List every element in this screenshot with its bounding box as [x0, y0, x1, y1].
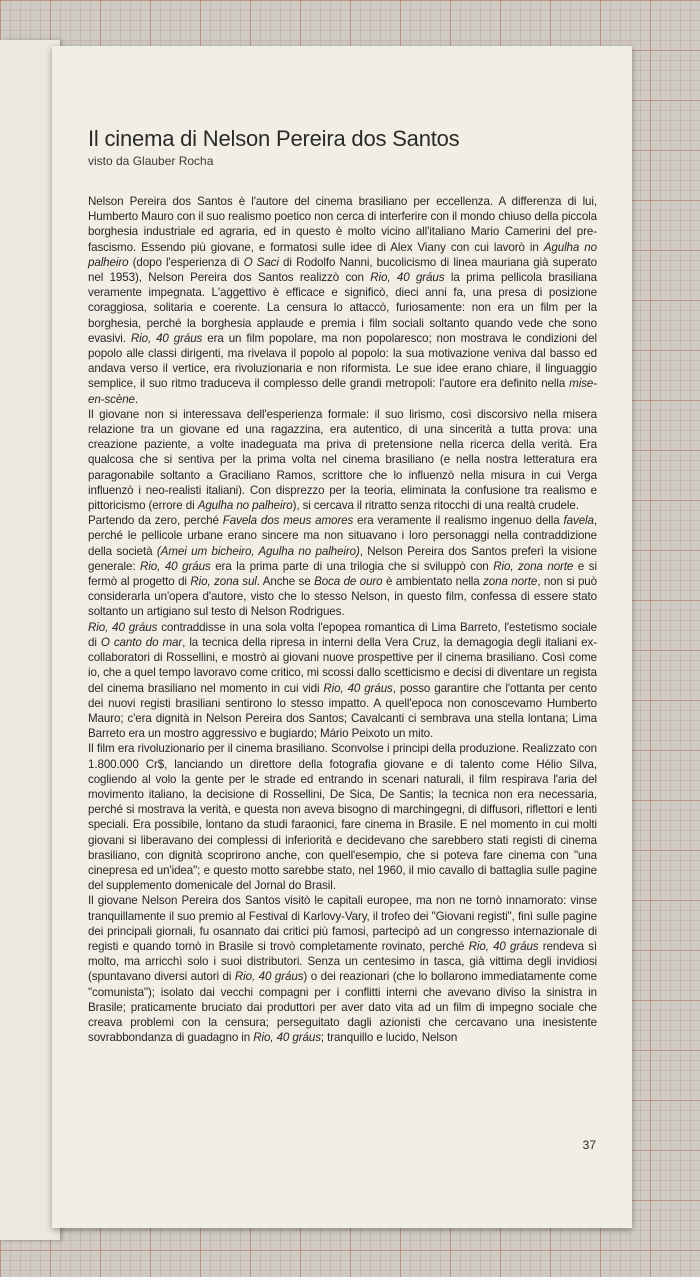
text-run: , non si può considerarla un'opera d'autore, visto che lo stesso Nelson, in questo film, confessa di essere stato soltanto un artigiano sul testo di Nelson Rodrigues.	[88, 575, 597, 619]
italic-title-run: mise-en-scène	[88, 377, 597, 406]
body-paragraph	[88, 741, 597, 893]
italic-title-run: Rio, 40 gráus	[253, 1031, 321, 1045]
body-paragraph	[88, 620, 597, 742]
italic-title-run: Favela dos meus amores	[222, 514, 354, 528]
italic-title-run: favela	[563, 514, 594, 528]
text-run: Il film era rivoluzionario per il cinema brasiliano. Sconvolse i principi della produzione. Realizzato con 1.800.000 Cr$, lanciando un direttore della fotografia giovane e di talento come Hélio Silva, cogliendo al volo la gente per le strade ed entrando in scenari naturali, il film respirava l'aria del movimento italiano, la decisione di Rossellini, De Sica, De Santis; la tecnica non era necessaria, perché si mostrava la verità, e questa non aveva bisogno di marchingegni, di diffusori, riflettori e lenti speciali. Era possibile, lontano da studi faraonici, fare cinema in Brasile. E nel momento in cui molti giovani si liberavano dei complessi di inferiorità e decidevano che sarebbero stati registi di cinema brasiliano, con dignità scoprirono anche, con quell'esempio, che si poteva fare cinema con "una cinepresa ed un'idea"; e questo motto sarebbe stato, nel 1960, il mio cavallo di battaglia sulle pagine del supplemento domenicale del Jornal do Brasil.	[88, 742, 597, 893]
text-run: Il giovane non si interessava dell'esperienza formale: il suo lirismo, così discorsivo nella misera relazione tra un giovane ed una ragazzina, era autentico, di una sincerità a tutta prova: una creazione paziente, a volte inadeguata ma priva di pretensione nella ricerca della verità. Era qualcosa che si sentiva per la prima volta nel cinema brasiliano (e nella nostra letteratura era paragonabile soltanto a Graciliano Ramos, scrittore che lo influenzò nella misura in cui Verga influenzò i neo-realisti italiani). Con disprezzo per la teoria, eliminata la confusione tra realismo e pittoricismo (errore di	[88, 407, 597, 513]
text-run: è ambientato nella	[382, 575, 484, 589]
body-paragraph	[88, 893, 597, 1045]
italic-title-run: Rio, 40 gráus	[468, 939, 539, 953]
text-run: ), si cercava il ritratto senza ritocchi di una realtà crudele.	[292, 499, 579, 513]
text-run: ; tranquillo e lucido, Nelson	[320, 1031, 458, 1045]
text-run: contraddisse in una sola volta l'epopea romantica di Lima Barreto, l'estetismo sociale di	[88, 620, 597, 649]
article-title: Il cinema di Nelson Pereira dos Santos	[88, 126, 460, 151]
page-number: 37	[582, 1138, 596, 1152]
italic-title-run: Rio, zona sul	[190, 575, 257, 589]
italic-title-run: Rio, 40 gráus	[140, 559, 211, 573]
text-run: la prima pellicola brasiliana veramente impegnata. L'aggettivo è efficace e significò, dieci anni fa, una presa di posizione coraggiosa, solitaria e coerente. La censura lo attaccò, furiosamente: non era un film per la borghesia, perché la borghesia applaude e premia i film sociali soltanto quando vede che sono evasivi.	[88, 271, 597, 345]
body-paragraph	[88, 407, 597, 513]
text-run: e si fermò al progetto di	[88, 559, 597, 589]
text-run: era veramente il realismo ingenuo della	[353, 514, 564, 528]
italic-title-run: Agulha no palheiro	[197, 499, 293, 513]
text-run: , perché le pellicole urbane erano sincere ma non situavano i loro personaggi nella contraddizione della società	[88, 514, 598, 558]
italic-title-run: Rio, 40 gráus	[130, 331, 203, 345]
text-run: , Nelson Pereira dos Santos preferì la visione generale:	[88, 544, 598, 573]
italic-title-run: Rio, 40 gráus	[323, 681, 393, 695]
italic-title-run: O canto do mar	[100, 635, 183, 649]
text-run: , la tecnica della ripresa in interni della Vera Cruz, la demagogia degli italiani ex-collaboratori di Rossellini, e mostrò ai giovani nuove prospettive per il cinema brasiliano. Così come io, che a quel tempo lavoravo come critico, mi scossi dallo scetticismo e decisi di diventare un regista del cinema brasiliano nel momento in cui vidi	[88, 635, 597, 695]
article-body	[88, 194, 597, 1045]
text-run: Partendo da zero, perché	[88, 514, 223, 528]
text-run: ) o dei reazionari (che lo bollarono immediatamente come "comunista"); isolato dai vecchi compagni per i conflitti interni che avevano diviso la sinistra in Brasile; praticamente bruciato dai produttori per aver dato vita ad un film di impegno sociale che creava problemi con la censura; perseguitato dagli azionisti che cercavano una inesistente sovrabbondanza di guadagno in	[88, 970, 597, 1045]
italic-title-run: Boca de ouro	[314, 575, 383, 589]
body-paragraph	[88, 513, 597, 619]
text-run: rendeva sì molto, ma arricchì solo i suoi distributori. Senza un centesimo in tasca, già vittima degli invidiosi (spuntavano diversi autori di	[88, 939, 597, 984]
text-run: , posso garantire che l'ottanta per cento dei nuovi registi brasiliani sentirono lo stesso impatto. A quell'epoca non conoscevamo Humberto Mauro; c'era dignità in Nelson Pereira dos Santos; Cavalcanti ci sembrava una stella lontana; Lima Barreto era un mostro aggressivo e bugiardo; Mário Peixoto un mito.	[88, 681, 597, 741]
italic-title-run: zona norte	[483, 575, 538, 589]
body-paragraph	[88, 194, 597, 407]
italic-title-run: (Amei um bicheiro, Agulha no palheiro)	[156, 544, 360, 558]
previous-page-edge	[0, 40, 60, 1240]
text-run: Il giovane Nelson Pereira dos Santos visitò le capitali europee, ma non ne tornò innamorato: vinse tranquillamente il suo premio al Festival di Karlovy-Vary, il trofeo dei "Giovani registi", finì sulle pagine dei principali giornali, fu osannato dai critici più famosi, partecipò ad un congresso internazionale di registi e quando tornò in Brasile si trovò completamente rovinato, perché	[88, 894, 597, 953]
text-run: . Anche se	[256, 575, 315, 589]
text-run: era la prima parte di una trilogia che si sviluppò con	[210, 559, 494, 573]
italic-title-run: Rio, 40 gráus	[234, 970, 304, 984]
text-run: (dopo l'esperienza di	[128, 255, 244, 269]
italic-title-run: Rio, zona norte	[493, 559, 574, 573]
text-run: di Rodolfo Nanni, bucolicismo di linea mauriana già superato nel 1953), Nelson Pereira dos Santos realizzò con	[88, 255, 597, 285]
italic-title-run: Agulha no palheiro	[88, 240, 597, 269]
italic-title-run: O Saci	[243, 255, 279, 269]
text-run: era un film popolare, ma non popolaresco; non mostrava le condizioni del popolo alle classi dirigenti, ma rivelava il popolo al popolo: la sua motivazione veniva dal basso ed andava verso il vertice, era rivoluzionaria e non riformista. Le sue idee erano chiare, il linguaggio semplice, il suo ritmo traduceva il complesso delle grandi metropoli: l'autore era definito nella	[88, 331, 597, 391]
text-run: .	[134, 392, 139, 406]
text-run: Nelson Pereira dos Santos è l'autore del cinema brasiliano per eccellenza. A differenza di lui, Humberto Mauro con il suo realismo poetico non cerca di interferire con il mondo chiuso della piccola borghesia industriale ed agraria, ed in questo è molto vicino all'italiano Mario Camerini del pre-fascismo. Essendo più giovane, e formatosi sulle idee di Alex Viany con cui lavorò in	[88, 195, 597, 254]
italic-title-run: Rio, 40 gráus	[370, 271, 445, 285]
article-subtitle: visto da Glauber Rocha	[88, 154, 214, 168]
document-page	[52, 46, 632, 1228]
italic-title-run: Rio, 40 gráus	[88, 620, 158, 634]
